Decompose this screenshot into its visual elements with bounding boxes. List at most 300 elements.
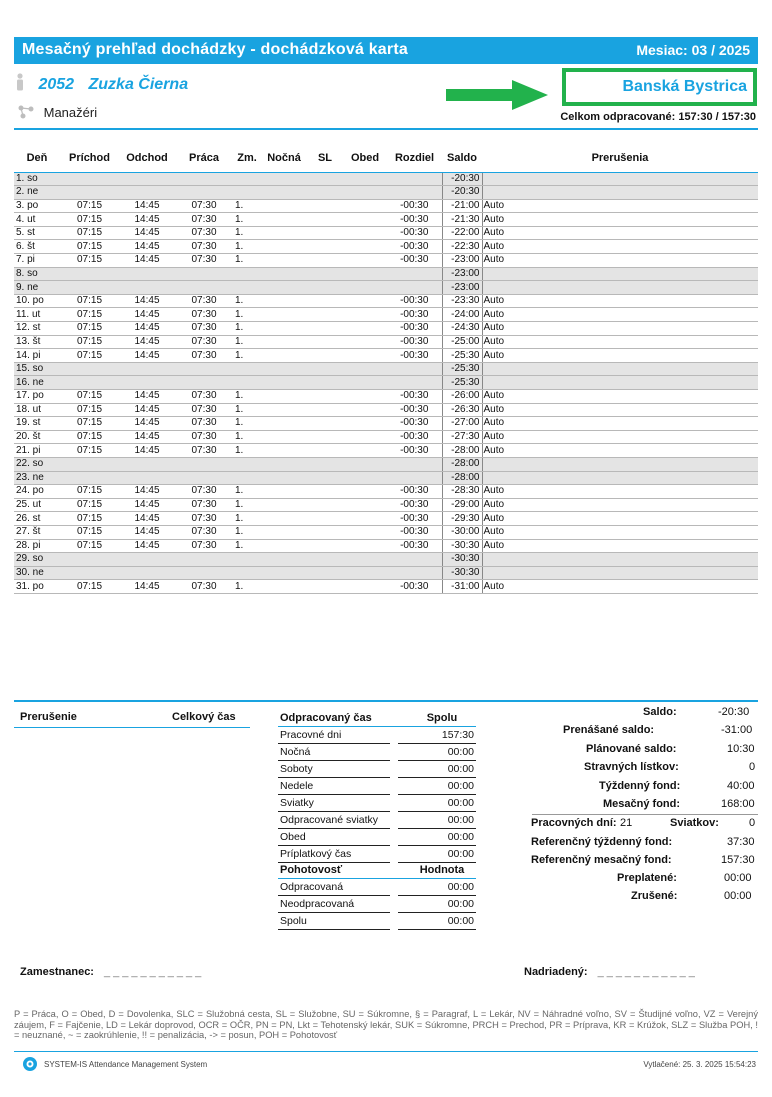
work-cell: 07:30 bbox=[175, 322, 233, 336]
difference-cell bbox=[387, 172, 442, 186]
difference-cell bbox=[387, 267, 442, 281]
interruptions-underline bbox=[14, 727, 250, 728]
table-row bbox=[14, 267, 758, 281]
worked-row-value: 00:00 bbox=[398, 778, 476, 795]
saldo-value: -20:30 bbox=[718, 706, 750, 718]
arrival-cell: 07:15 bbox=[60, 417, 119, 431]
interruptions-cell bbox=[482, 471, 758, 485]
total-worked: Celkom odpracované: 157:30 / 157:30 bbox=[560, 111, 756, 123]
work-cell: 07:30 bbox=[175, 444, 233, 458]
holidays-label: Sviatkov: bbox=[670, 817, 719, 829]
departure-cell bbox=[119, 471, 175, 485]
difference-cell bbox=[387, 281, 442, 295]
saldo-cell: -29:30 bbox=[442, 512, 482, 526]
standby-header-row bbox=[278, 862, 476, 879]
cancelled-label: Zrušené: bbox=[631, 890, 678, 902]
saldo-cell: -24:30 bbox=[442, 322, 482, 336]
interruptions-cell bbox=[482, 553, 758, 567]
document-title: Mesačný prehľad dochádzky - dochádzková karta bbox=[22, 41, 408, 58]
difference-cell: -00:30 bbox=[387, 444, 442, 458]
table-row bbox=[14, 417, 758, 431]
shift-cell bbox=[233, 553, 261, 567]
difference-cell: -00:30 bbox=[387, 539, 442, 553]
work-cell: 07:30 bbox=[175, 226, 233, 240]
departure-cell: 14:45 bbox=[119, 240, 175, 254]
shift-cell: 1. bbox=[233, 580, 261, 594]
monthly-fund-value: 168:00 bbox=[721, 798, 755, 810]
person-icon bbox=[14, 73, 26, 91]
city-highlight-box bbox=[562, 68, 757, 106]
employee-name: Zuzka Čierna bbox=[88, 76, 189, 93]
shift-cell bbox=[233, 471, 261, 485]
departure-cell: 14:45 bbox=[119, 430, 175, 444]
shift-cell: 1. bbox=[233, 525, 261, 539]
table-row bbox=[14, 186, 758, 200]
saldo-cell: -25:30 bbox=[442, 362, 482, 376]
day-cell: 29. so bbox=[14, 553, 60, 567]
work-cell bbox=[175, 267, 233, 281]
column-header: Rozdiel bbox=[387, 145, 442, 172]
difference-cell: -00:30 bbox=[387, 525, 442, 539]
work-cell: 07:30 bbox=[175, 403, 233, 417]
org-chart-icon bbox=[18, 105, 34, 119]
night-cell bbox=[261, 512, 307, 526]
difference-cell: -00:30 bbox=[387, 417, 442, 431]
departure-cell: 14:45 bbox=[119, 335, 175, 349]
supervisor-signature bbox=[524, 966, 698, 978]
saldo-cell: -29:00 bbox=[442, 498, 482, 512]
day-cell: 30. ne bbox=[14, 566, 60, 580]
interruptions-cell: Auto bbox=[482, 390, 758, 404]
spacer bbox=[390, 845, 398, 862]
standby-row-value: 00:00 bbox=[398, 879, 476, 896]
lunch-cell bbox=[343, 322, 387, 336]
work-cell: 07:30 bbox=[175, 498, 233, 512]
difference-cell: -00:30 bbox=[387, 580, 442, 594]
interruptions-cell: Auto bbox=[482, 430, 758, 444]
shift-cell: 1. bbox=[233, 322, 261, 336]
difference-cell: -00:30 bbox=[387, 349, 442, 363]
interruptions-cell bbox=[482, 457, 758, 471]
work-cell: 07:30 bbox=[175, 430, 233, 444]
shift-cell: 1. bbox=[233, 430, 261, 444]
table-row bbox=[14, 403, 758, 417]
lunch-cell bbox=[343, 267, 387, 281]
day-cell: 11. ut bbox=[14, 308, 60, 322]
night-cell bbox=[261, 281, 307, 295]
day-cell: 9. ne bbox=[14, 281, 60, 295]
departure-cell: 14:45 bbox=[119, 213, 175, 227]
departure-cell bbox=[119, 457, 175, 471]
table-row bbox=[14, 322, 758, 336]
worked-row bbox=[278, 778, 476, 795]
difference-cell bbox=[387, 376, 442, 390]
weekly-fund-label: Týždenný fond: bbox=[599, 780, 681, 792]
night-cell bbox=[261, 539, 307, 553]
worked-row-label: Nočná bbox=[278, 744, 390, 761]
difference-cell: -00:30 bbox=[387, 240, 442, 254]
standby-row bbox=[278, 896, 476, 913]
lunch-cell bbox=[343, 294, 387, 308]
saldo-cell: -28:00 bbox=[442, 444, 482, 458]
day-cell: 15. so bbox=[14, 362, 60, 376]
interruptions-cell bbox=[482, 186, 758, 200]
business-cell bbox=[307, 498, 343, 512]
departure-cell: 14:45 bbox=[119, 294, 175, 308]
arrival-cell: 07:15 bbox=[60, 294, 119, 308]
business-cell bbox=[307, 417, 343, 431]
lunch-cell bbox=[343, 254, 387, 268]
day-cell: 14. pi bbox=[14, 349, 60, 363]
arrival-cell: 07:15 bbox=[60, 226, 119, 240]
standby-header-row-label: Pohotovosť bbox=[278, 862, 390, 879]
arrival-cell bbox=[60, 281, 119, 295]
employee-signature-line: ___________ bbox=[103, 966, 205, 978]
saldo-cell: -28:00 bbox=[442, 457, 482, 471]
lunch-cell bbox=[343, 539, 387, 553]
shift-cell bbox=[233, 457, 261, 471]
night-cell bbox=[261, 186, 307, 200]
arrival-cell bbox=[60, 471, 119, 485]
business-cell bbox=[307, 390, 343, 404]
saldo-cell: -25:30 bbox=[442, 349, 482, 363]
standby-row-value: 00:00 bbox=[398, 896, 476, 913]
shift-cell: 1. bbox=[233, 226, 261, 240]
column-header: Nočná bbox=[261, 145, 307, 172]
employee-id: 2052 bbox=[38, 76, 75, 93]
table-row bbox=[14, 294, 758, 308]
worked-row-value: 00:00 bbox=[398, 811, 476, 828]
column-header: Príchod bbox=[60, 145, 119, 172]
night-cell bbox=[261, 376, 307, 390]
saldo-cell: -30:30 bbox=[442, 553, 482, 567]
difference-cell: -00:30 bbox=[387, 199, 442, 213]
shift-cell: 1. bbox=[233, 512, 261, 526]
lunch-cell bbox=[343, 281, 387, 295]
saldo-cell: -25:30 bbox=[442, 376, 482, 390]
table-row bbox=[14, 485, 758, 499]
arrival-cell: 07:15 bbox=[60, 254, 119, 268]
work-cell: 07:30 bbox=[175, 199, 233, 213]
lunch-cell bbox=[343, 403, 387, 417]
night-cell bbox=[261, 254, 307, 268]
ref-monthly-label: Referenčný mesačný fond: bbox=[531, 854, 672, 866]
difference-cell: -00:30 bbox=[387, 512, 442, 526]
work-cell: 07:30 bbox=[175, 308, 233, 322]
day-cell: 12. st bbox=[14, 322, 60, 336]
table-row bbox=[14, 362, 758, 376]
departure-cell: 14:45 bbox=[119, 322, 175, 336]
arrival-cell: 07:15 bbox=[60, 539, 119, 553]
day-cell: 21. pi bbox=[14, 444, 60, 458]
arrival-cell bbox=[60, 553, 119, 567]
day-cell: 5. st bbox=[14, 226, 60, 240]
lunch-cell bbox=[343, 172, 387, 186]
saldo-cell: -31:00 bbox=[442, 580, 482, 594]
worked-row-value: 00:00 bbox=[398, 828, 476, 845]
interruptions-cell bbox=[482, 376, 758, 390]
lunch-cell bbox=[343, 430, 387, 444]
month-label: Mesiac: 03 / 2025 bbox=[636, 42, 750, 58]
shift-cell: 1. bbox=[233, 485, 261, 499]
department-line bbox=[18, 105, 97, 120]
ref-weekly-value: 37:30 bbox=[727, 836, 755, 848]
attendance-table bbox=[14, 145, 758, 594]
work-cell: 07:30 bbox=[175, 240, 233, 254]
shift-cell bbox=[233, 281, 261, 295]
ref-monthly-value: 157:30 bbox=[721, 854, 755, 866]
saldo-label: Saldo: bbox=[643, 706, 677, 718]
department-name: Manažéri bbox=[43, 105, 98, 120]
cancelled-value: 00:00 bbox=[724, 890, 752, 902]
business-cell bbox=[307, 403, 343, 417]
day-cell: 20. št bbox=[14, 430, 60, 444]
night-cell bbox=[261, 525, 307, 539]
night-cell bbox=[261, 485, 307, 499]
arrival-cell bbox=[60, 186, 119, 200]
table-row bbox=[14, 240, 758, 254]
table-row bbox=[14, 430, 758, 444]
worked-time-table bbox=[278, 710, 476, 930]
night-cell bbox=[261, 322, 307, 336]
shift-cell: 1. bbox=[233, 335, 261, 349]
departure-cell: 14:45 bbox=[119, 512, 175, 526]
table-row bbox=[14, 349, 758, 363]
departure-cell bbox=[119, 186, 175, 200]
departure-cell: 14:45 bbox=[119, 580, 175, 594]
lunch-cell bbox=[343, 240, 387, 254]
interruptions-cell: Auto bbox=[482, 199, 758, 213]
work-cell: 07:30 bbox=[175, 294, 233, 308]
saldo-cell: -26:30 bbox=[442, 403, 482, 417]
day-cell: 7. pi bbox=[14, 254, 60, 268]
spacer bbox=[390, 778, 398, 795]
worked-row bbox=[278, 727, 476, 744]
header-divider bbox=[14, 128, 758, 130]
day-cell: 19. st bbox=[14, 417, 60, 431]
table-row bbox=[14, 553, 758, 567]
table-row bbox=[14, 539, 758, 553]
day-cell: 4. ut bbox=[14, 213, 60, 227]
night-cell bbox=[261, 308, 307, 322]
arrival-cell: 07:15 bbox=[60, 240, 119, 254]
table-row bbox=[14, 376, 758, 390]
lunch-cell bbox=[343, 457, 387, 471]
shift-cell: 1. bbox=[233, 199, 261, 213]
night-cell bbox=[261, 172, 307, 186]
summary-divider bbox=[14, 700, 758, 702]
difference-cell bbox=[387, 186, 442, 200]
supervisor-signature-line: ___________ bbox=[597, 966, 698, 978]
night-cell bbox=[261, 553, 307, 567]
worked-header-row-value: Spolu bbox=[398, 710, 476, 727]
carried-value: -31:00 bbox=[721, 724, 753, 736]
meal-label: Stravných lístkov: bbox=[584, 761, 679, 773]
day-cell: 13. št bbox=[14, 335, 60, 349]
night-cell bbox=[261, 362, 307, 376]
table-row bbox=[14, 254, 758, 268]
departure-cell: 14:45 bbox=[119, 254, 175, 268]
day-cell: 24. po bbox=[14, 485, 60, 499]
table-row bbox=[14, 390, 758, 404]
lunch-cell bbox=[343, 199, 387, 213]
arrival-cell: 07:15 bbox=[60, 335, 119, 349]
lunch-cell bbox=[343, 498, 387, 512]
difference-cell: -00:30 bbox=[387, 390, 442, 404]
table-row bbox=[14, 580, 758, 594]
printed-timestamp: Vytlačené: 25. 3. 2025 15:54:23 bbox=[643, 1060, 756, 1069]
day-cell: 23. ne bbox=[14, 471, 60, 485]
overpaid-value: 00:00 bbox=[724, 872, 752, 884]
shift-cell bbox=[233, 376, 261, 390]
spacer bbox=[390, 913, 398, 930]
shift-cell bbox=[233, 566, 261, 580]
departure-cell: 14:45 bbox=[119, 498, 175, 512]
shift-cell: 1. bbox=[233, 294, 261, 308]
night-cell bbox=[261, 566, 307, 580]
business-cell bbox=[307, 294, 343, 308]
business-cell bbox=[307, 457, 343, 471]
departure-cell: 14:45 bbox=[119, 444, 175, 458]
column-header: Prerušenia bbox=[482, 145, 758, 172]
interruptions-cell: Auto bbox=[482, 525, 758, 539]
spacer bbox=[390, 761, 398, 778]
business-cell bbox=[307, 213, 343, 227]
weekly-fund-value: 40:00 bbox=[727, 780, 755, 792]
column-header: Saldo bbox=[442, 145, 482, 172]
column-header: Deň bbox=[14, 145, 60, 172]
difference-cell: -00:30 bbox=[387, 226, 442, 240]
arrival-cell bbox=[60, 267, 119, 281]
night-cell bbox=[261, 457, 307, 471]
saldo-cell: -23:00 bbox=[442, 267, 482, 281]
arrival-cell: 07:15 bbox=[60, 308, 119, 322]
saldo-cell: -22:30 bbox=[442, 240, 482, 254]
business-cell bbox=[307, 553, 343, 567]
interruptions-cell: Auto bbox=[482, 308, 758, 322]
title-bar bbox=[14, 37, 758, 64]
work-cell: 07:30 bbox=[175, 335, 233, 349]
departure-cell: 14:45 bbox=[119, 403, 175, 417]
departure-cell: 14:45 bbox=[119, 308, 175, 322]
night-cell bbox=[261, 226, 307, 240]
standby-row-label: Neodpracovaná bbox=[278, 896, 390, 913]
difference-cell: -00:30 bbox=[387, 485, 442, 499]
night-cell bbox=[261, 498, 307, 512]
business-cell bbox=[307, 281, 343, 295]
interruptions-cell: Auto bbox=[482, 254, 758, 268]
business-cell bbox=[307, 362, 343, 376]
table-row bbox=[14, 226, 758, 240]
business-cell bbox=[307, 430, 343, 444]
worked-row-value: 00:00 bbox=[398, 845, 476, 862]
work-cell: 07:30 bbox=[175, 213, 233, 227]
shift-cell: 1. bbox=[233, 539, 261, 553]
meal-value: 0 bbox=[749, 761, 756, 773]
lunch-cell bbox=[343, 580, 387, 594]
table-row bbox=[14, 498, 758, 512]
arrival-cell: 07:15 bbox=[60, 512, 119, 526]
interruptions-cell: Auto bbox=[482, 322, 758, 336]
night-cell bbox=[261, 417, 307, 431]
lunch-cell bbox=[343, 362, 387, 376]
worked-header-row bbox=[278, 710, 476, 727]
departure-cell bbox=[119, 267, 175, 281]
business-cell bbox=[307, 566, 343, 580]
business-cell bbox=[307, 335, 343, 349]
departure-cell: 14:45 bbox=[119, 226, 175, 240]
lunch-cell bbox=[343, 444, 387, 458]
shift-cell: 1. bbox=[233, 213, 261, 227]
lunch-cell bbox=[343, 308, 387, 322]
work-cell: 07:30 bbox=[175, 512, 233, 526]
business-cell bbox=[307, 580, 343, 594]
business-cell bbox=[307, 308, 343, 322]
worked-header-row-label: Odpracovaný čas bbox=[278, 710, 390, 727]
departure-cell: 14:45 bbox=[119, 349, 175, 363]
worked-row bbox=[278, 828, 476, 845]
departure-cell bbox=[119, 281, 175, 295]
night-cell bbox=[261, 335, 307, 349]
departure-cell bbox=[119, 172, 175, 186]
standby-row bbox=[278, 913, 476, 930]
business-cell bbox=[307, 471, 343, 485]
arrival-cell: 07:15 bbox=[60, 390, 119, 404]
day-cell: 28. pi bbox=[14, 539, 60, 553]
work-cell bbox=[175, 457, 233, 471]
worked-row-value: 00:00 bbox=[398, 761, 476, 778]
night-cell bbox=[261, 471, 307, 485]
table-row bbox=[14, 308, 758, 322]
difference-cell: -00:30 bbox=[387, 403, 442, 417]
table-row bbox=[14, 512, 758, 526]
day-cell: 22. so bbox=[14, 457, 60, 471]
arrival-cell: 07:15 bbox=[60, 498, 119, 512]
shift-cell: 1. bbox=[233, 417, 261, 431]
worked-row-value: 00:00 bbox=[398, 794, 476, 811]
difference-cell: -00:30 bbox=[387, 335, 442, 349]
spacer bbox=[390, 794, 398, 811]
spacer bbox=[390, 727, 398, 744]
saldo-cell: -23:00 bbox=[442, 254, 482, 268]
table-row bbox=[14, 281, 758, 295]
arrival-cell: 07:15 bbox=[60, 430, 119, 444]
shift-cell bbox=[233, 186, 261, 200]
overpaid-label: Preplatené: bbox=[617, 872, 677, 884]
business-cell bbox=[307, 240, 343, 254]
night-cell bbox=[261, 199, 307, 213]
planned-value: 10:30 bbox=[727, 743, 755, 755]
saldo-cell: -23:00 bbox=[442, 281, 482, 295]
worked-row bbox=[278, 811, 476, 828]
business-cell bbox=[307, 186, 343, 200]
lunch-cell bbox=[343, 186, 387, 200]
difference-cell bbox=[387, 362, 442, 376]
interruptions-cell: Auto bbox=[482, 294, 758, 308]
difference-cell: -00:30 bbox=[387, 322, 442, 336]
arrow-right-icon bbox=[446, 80, 548, 110]
departure-cell: 14:45 bbox=[119, 539, 175, 553]
lunch-cell bbox=[343, 553, 387, 567]
work-cell bbox=[175, 172, 233, 186]
day-cell: 8. so bbox=[14, 267, 60, 281]
spacer bbox=[390, 896, 398, 913]
system-logo-icon bbox=[22, 1056, 38, 1072]
difference-cell: -00:30 bbox=[387, 430, 442, 444]
worked-row-label: Soboty bbox=[278, 761, 390, 778]
night-cell bbox=[261, 267, 307, 281]
arrival-cell: 07:15 bbox=[60, 213, 119, 227]
